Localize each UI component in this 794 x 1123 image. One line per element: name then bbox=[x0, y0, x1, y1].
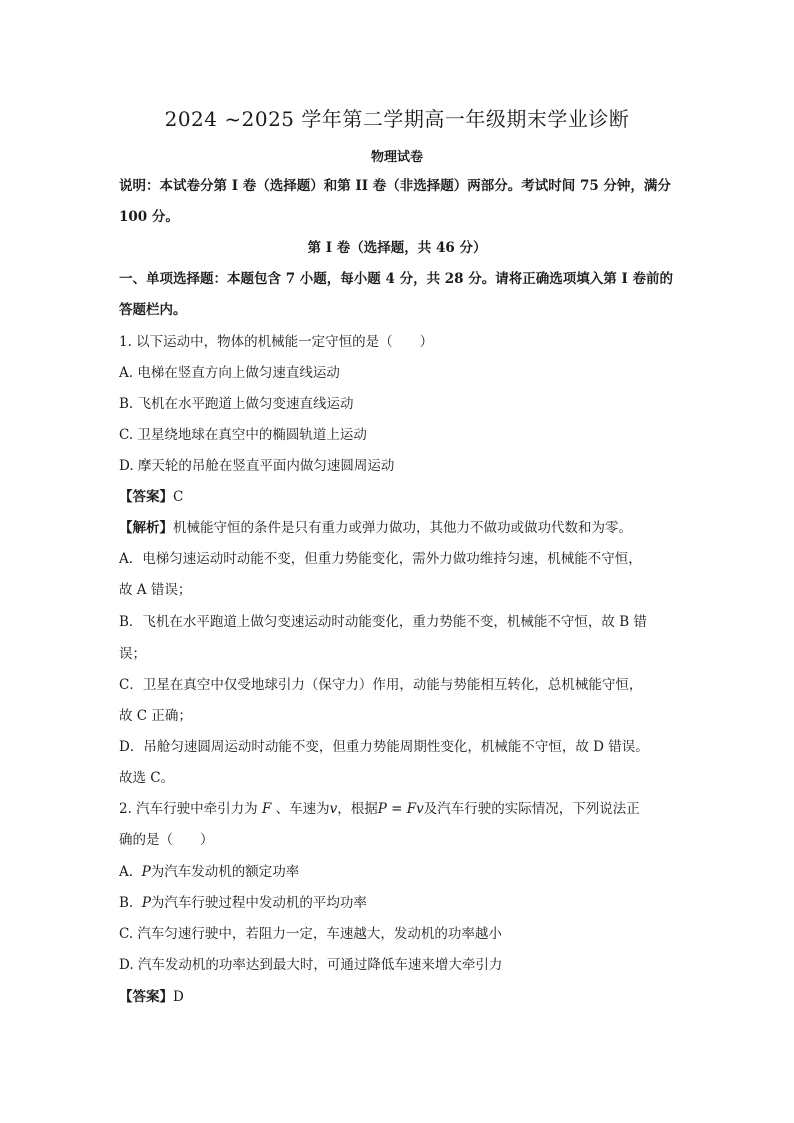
q1-explanation-c-1: C．卫星在真空中仅受地球引力（保守力）作用，动能与势能相互转化，总机械能守恒， bbox=[119, 677, 643, 693]
instructions-line-1: 一、单项选择题：本题包含 7 小题，每小题 4 分，共 28 分。请将正确选项填入第 I 卷前的 bbox=[119, 271, 673, 287]
q2-var-f: F bbox=[261, 801, 272, 817]
answer-value: D bbox=[173, 989, 184, 1005]
q2-option-b-text: 为汽车行驶过程中发动机的平均功率 bbox=[150, 895, 367, 911]
analysis-text: 机械能守恒的条件是只有重力或弹力做功，其他力不做功或做功代数和为零。 bbox=[173, 520, 632, 536]
instructions-line-2: 答题栏内。 bbox=[119, 302, 187, 318]
q1-analysis bbox=[119, 519, 675, 537]
answer-label: 【答案】 bbox=[119, 989, 173, 1005]
q2-option-b-prefix: B. bbox=[119, 895, 134, 911]
q2-var-v: v bbox=[329, 801, 338, 817]
q1-answer bbox=[119, 488, 675, 506]
note-line-1: 说明：本试卷分第 I 卷（选择题）和第 II 卷（非选择题）两部分。考试时间 75 分钟，满分 bbox=[119, 178, 671, 194]
section-heading: 第 I 卷（选择题，共 46 分） bbox=[307, 240, 487, 256]
q2-stem-part-d: 及汽车行驶的实际情况，下列说法正 bbox=[423, 801, 640, 817]
q1-conclusion: 故选 C。 bbox=[119, 770, 175, 786]
q1-option-b: B. 飞机在水平跑道上做匀变速直线运动 bbox=[119, 396, 354, 412]
q2-option-b-var: P bbox=[141, 895, 151, 911]
q2-option-b bbox=[119, 894, 675, 912]
q2-option-a bbox=[119, 863, 675, 881]
q1-option-c: C. 卫星绕地球在真空中的椭圆轨道上运动 bbox=[119, 427, 367, 443]
q1-explanation-c-2: 故 C 正确； bbox=[119, 708, 192, 724]
q1-explanation-d-1: D．吊舱匀速圆周运动时动能不变，但重力势能周期性变化，机械能不守恒，故 D 错误。 bbox=[119, 739, 649, 755]
q2-stem-part-b: 、车速为 bbox=[275, 801, 330, 817]
q2-stem-part-c: ，根据 bbox=[337, 801, 378, 817]
q1-stem: 1. 以下运动中，物体的机械能一定守恒的是（ ） bbox=[119, 334, 434, 350]
analysis-label: 【解析】 bbox=[119, 520, 173, 536]
answer-label: 【答案】 bbox=[119, 489, 173, 505]
page-title: 2024 ~2025 学年第二学期高一年级期末学业诊断 bbox=[164, 107, 630, 131]
subject-title: 物理试卷 bbox=[370, 150, 423, 165]
q2-option-a-prefix: A. bbox=[119, 864, 134, 880]
q2-option-a-var: P bbox=[141, 864, 151, 880]
q2-formula: P = Fv bbox=[377, 801, 424, 817]
q2-stem-line-2: 确的是（ ） bbox=[119, 832, 214, 848]
q1-explanation-a-1: A．电梯匀速运动时动能不变，但重力势能变化，需外力做功维持匀速，机械能不守恒， bbox=[119, 551, 642, 567]
q1-option-a: A. 电梯在竖直方向上做匀速直线运动 bbox=[119, 365, 340, 381]
q2-option-a-text: 为汽车发动机的额定功率 bbox=[150, 864, 300, 880]
q2-option-c: C. 汽车匀速行驶中，若阻力一定，车速越大，发动机的功率越小 bbox=[119, 926, 502, 942]
q1-explanation-b-2: 误； bbox=[119, 646, 146, 662]
q2-stem-part-a: 2. 汽车行驶中牵引力为 bbox=[119, 801, 258, 817]
q1-explanation-a-2: 故 A 错误； bbox=[119, 582, 192, 598]
q1-explanation-b-1: B．飞机在水平跑道上做匀变速运动时动能变化，重力势能不变，机械能不守恒，故 B 错 bbox=[119, 614, 647, 630]
q2-answer bbox=[119, 988, 675, 1006]
q2-stem-line-1 bbox=[119, 800, 675, 818]
answer-value: C bbox=[173, 489, 184, 505]
q2-option-d: D. 汽车发动机的功率达到最大时，可通过降低车速来增大牵引力 bbox=[119, 957, 503, 973]
note-line-2: 100 分。 bbox=[119, 209, 179, 225]
q1-option-d: D. 摩天轮的吊舱在竖直平面内做匀速圆周运动 bbox=[119, 458, 395, 474]
